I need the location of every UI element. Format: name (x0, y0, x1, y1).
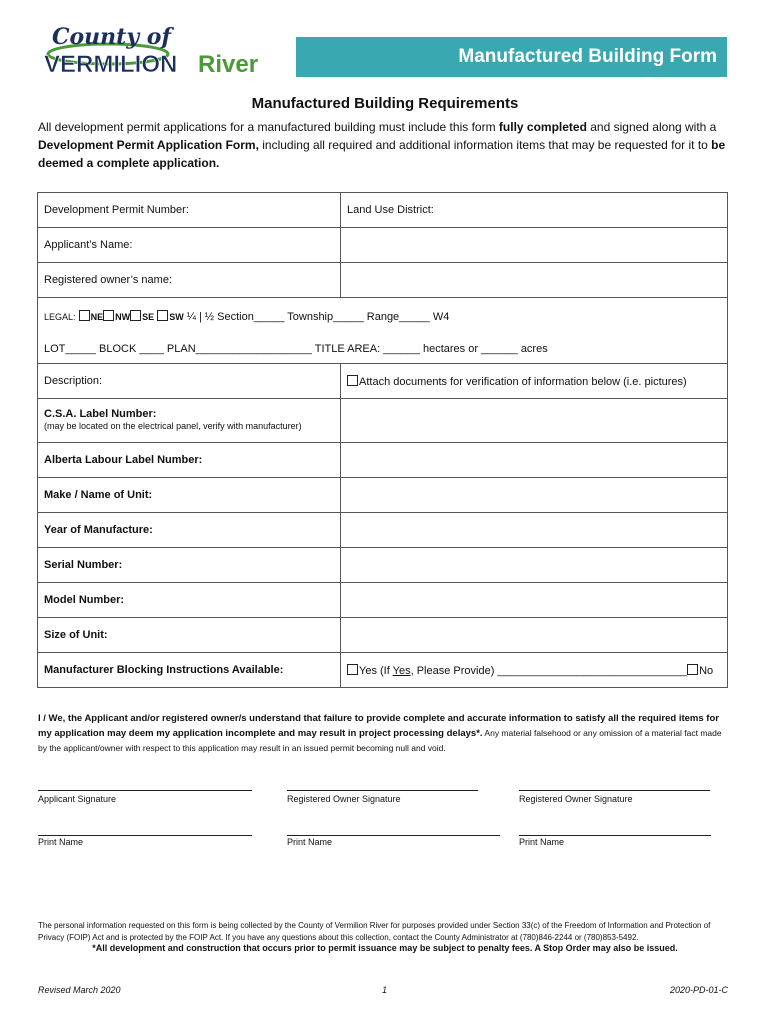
form-code: 2020-PD-01-C (669, 985, 728, 995)
yes-underlined: Yes, (392, 664, 414, 677)
intro-text-2: and signed along with a (586, 120, 717, 134)
csa-label-input[interactable] (341, 399, 728, 443)
stop-order-notice: *All development and construction that occurs prior to permit issuance may be subject to penalty fees. A Stop Order may also be issued. (92, 943, 678, 953)
logo-river-text: River (198, 51, 259, 78)
registered-owner-input[interactable] (341, 263, 728, 298)
legal-description-field (38, 298, 728, 336)
make-name-input[interactable] (341, 478, 728, 513)
logo-county-text: County of (52, 24, 171, 50)
page-number: 1 (382, 985, 388, 995)
yes-checkbox[interactable] (347, 664, 358, 675)
checkbox-ne[interactable] (79, 310, 90, 321)
table-row (38, 548, 728, 583)
attach-documents-checkbox[interactable] (347, 375, 358, 386)
print-name-label-2: Print Name (287, 837, 333, 847)
table-row (38, 653, 728, 688)
checkbox-se-label: SE (142, 312, 155, 323)
county-logo (38, 24, 270, 80)
banner-title: Manufactured Building Form (458, 46, 717, 67)
table-row (38, 263, 728, 298)
form-title-banner (296, 37, 727, 77)
alberta-label-number-label: Alberta Labour Label Number: (38, 443, 341, 478)
lot-block-plan-field[interactable]: LOT_____ BLOCK ____ PLAN___________________ TITLE AREA: ______ hectares or ______ acres (38, 336, 728, 364)
table-row (38, 583, 728, 618)
attach-documents-field (341, 364, 728, 399)
size-of-unit-input[interactable] (341, 618, 728, 653)
intro-text-3: including all required and additional information items that may be requested for it to (258, 138, 708, 152)
blocking-instructions-label: Manufacturer Blocking Instructions Available: (38, 653, 341, 688)
table-row (38, 443, 728, 478)
intro-bold-3: be deemed a complete application. (38, 138, 726, 170)
table-row (38, 618, 728, 653)
print-name-label-1: Print Name (38, 837, 84, 847)
applicant-name-label: Applicant’s Name: (38, 228, 341, 263)
legal-label: LEGAL: (44, 312, 76, 323)
model-number-label: Model Number: (38, 583, 341, 618)
size-of-unit-label: Size of Unit: (38, 618, 341, 653)
checkbox-nw-label: NW (115, 312, 131, 323)
checkbox-se[interactable] (130, 310, 141, 321)
owner-signature-label-1: Registered Owner Signature (287, 794, 401, 804)
attach-documents-label: Attach documents for verification of information below (i.e. pictures) (359, 375, 687, 388)
yes-provide-label: Please Provide) _______________________________ (413, 664, 688, 677)
yes-label: Yes (If (359, 664, 393, 677)
no-label: No (699, 664, 714, 677)
field-label: Land Use District: (347, 204, 434, 216)
table-row (38, 193, 728, 228)
owner-signature-label-2: Registered Owner Signature (519, 794, 633, 804)
applicant-signature-label: Applicant Signature (38, 794, 117, 804)
blocking-instructions-field (341, 653, 728, 688)
print-name-line-2[interactable] (287, 835, 500, 836)
checkbox-ne-label: NE (90, 312, 104, 323)
csa-label-note: (may be located on the electrical panel, verify with manufacturer) (44, 421, 302, 431)
applicant-name-input[interactable] (341, 228, 728, 263)
land-use-district-field[interactable] (341, 193, 728, 228)
year-input[interactable] (341, 513, 728, 548)
intro-bold-1: fully completed (498, 120, 587, 134)
table-row (38, 364, 728, 399)
statement-bold: I / We, the Applicant and/or registered owner/s understand that failure to provide complete and accurate information to satisfy all the required items for my application may deem my application incomplete and may result in project processing delays*. (38, 713, 719, 739)
print-name-line-3[interactable] (519, 835, 711, 836)
csa-label-title: C.S.A. Label Number: (44, 408, 157, 420)
print-name-line-1[interactable] (38, 835, 252, 836)
model-number-input[interactable] (341, 583, 728, 618)
description-label: Description: (38, 364, 341, 399)
checkbox-sw-label: SW (169, 312, 184, 323)
revised-date: Revised March 2020 (38, 985, 121, 995)
make-name-label: Make / Name of Unit: (38, 478, 341, 513)
applicant-statement (38, 712, 730, 756)
privacy-notice: The personal information requested on this form is being collected by the County of Vermilion River for purposes provided under Section 33(c) of the Freedom of Information and Protection of Privacy (FOIP) Act and is protected by the FOIP Act. If you have any questions about this collection, contact the County Administrator at (780)846-2244 or (780)853-5492. (38, 921, 711, 942)
print-name-label-3: Print Name (519, 837, 565, 847)
owner-signature-line-2[interactable] (519, 790, 710, 791)
intro-text-1: All development permit applications for a manufactured building must include this form (38, 120, 499, 134)
applicant-signature-line[interactable] (38, 790, 252, 791)
field-label: Development Permit Number: (44, 204, 189, 216)
checkbox-sw[interactable] (157, 310, 168, 321)
checkbox-nw[interactable] (103, 310, 114, 321)
application-form-table (37, 192, 728, 688)
requirements-intro (38, 118, 728, 172)
table-row (38, 336, 728, 364)
logo-vermilion-text: VERMILION (44, 51, 178, 78)
table-row (38, 513, 728, 548)
owner-signature-line-1[interactable] (287, 790, 478, 791)
csa-label-field (38, 399, 341, 443)
table-row (38, 228, 728, 263)
table-row (38, 478, 728, 513)
no-checkbox[interactable] (687, 664, 698, 675)
legal-section-township-range: ¼ | ½ Section_____ Township_____ Range_____ W4 (186, 311, 450, 324)
year-label: Year of Manufacture: (38, 513, 341, 548)
dev-permit-number-field[interactable] (38, 193, 341, 228)
table-row (38, 399, 728, 443)
serial-number-input[interactable] (341, 548, 728, 583)
requirements-heading: Manufactured Building Requirements (251, 95, 519, 112)
statement-normal: Any material falsehood or any omission of a material fact made by the applicant/owner with respect to this application may result in an issued permit becoming null and void. (38, 728, 722, 753)
table-row (38, 298, 728, 336)
alberta-label-number-input[interactable] (341, 443, 728, 478)
serial-number-label: Serial Number: (38, 548, 341, 583)
intro-bold-2: Development Permit Application Form, (38, 138, 259, 152)
registered-owner-label: Registered owner’s name: (38, 263, 341, 298)
